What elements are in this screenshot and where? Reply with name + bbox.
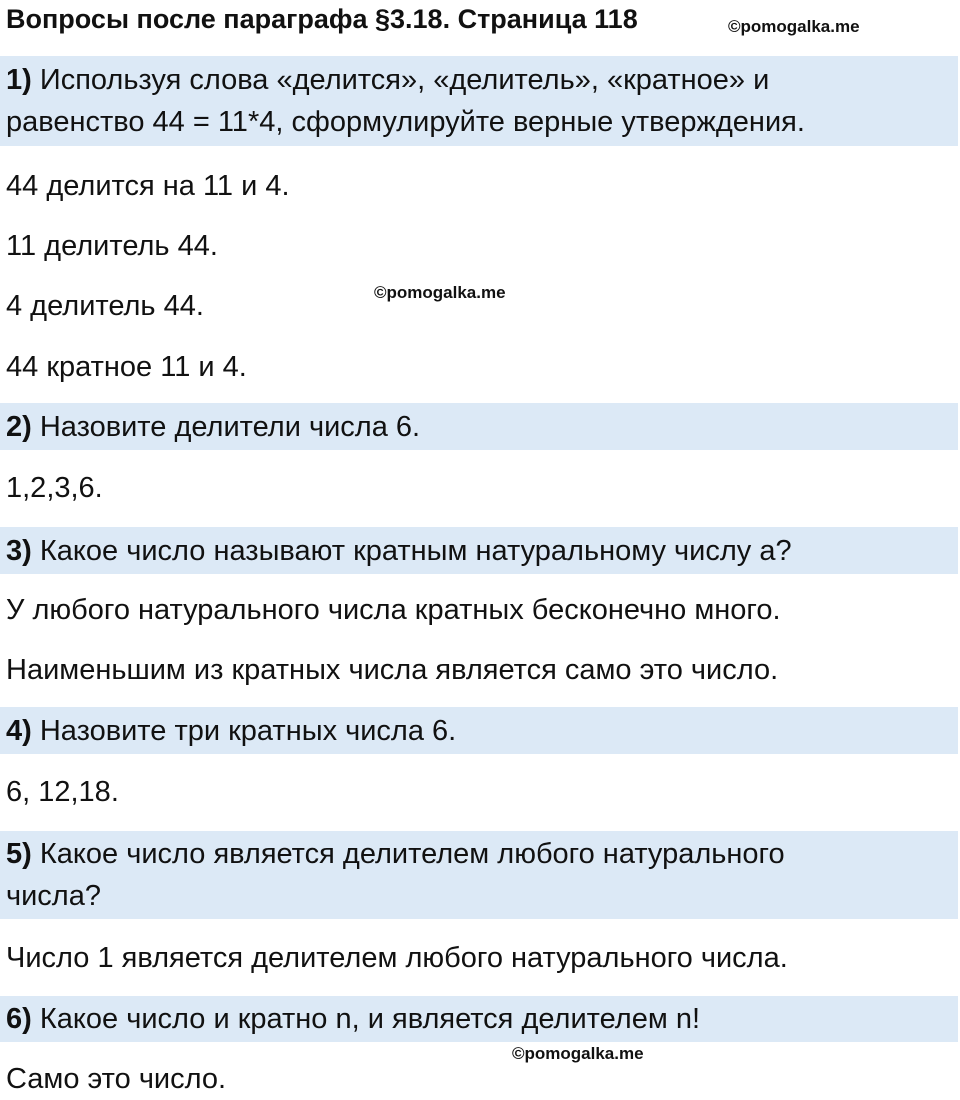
answer-line: 6, 12,18. [6,776,119,808]
question-number: 2) [6,411,32,443]
answer-line: Число 1 является делителем любого натурального числа. [6,942,788,974]
question-6 [0,996,958,1042]
answer-line: 4 делитель 44. [6,290,204,322]
answer-line: У любого натурального числа кратных бесконечно много. [6,594,781,626]
question-text: Назовите делители числа 6. [39,411,421,443]
question-text: Какое число и кратно n, и является делителем n! [39,1003,701,1035]
answer-line: Само это число. [6,1063,227,1095]
question-2 [0,403,958,450]
answer-line: 44 делится на 11 и 4. [6,170,290,202]
question-3 [0,527,958,574]
answer-line: 11 делитель 44. [6,230,218,262]
question-number: 4) [6,715,32,747]
question-text: равенство 44 = 11*4, сформулируйте верные утверждения. [6,106,805,138]
answer-line: 1,2,3,6. [6,472,103,504]
question-text: числа? [6,880,101,912]
question-4 [0,707,958,754]
question-number: 1) [6,64,32,96]
answer-line: 44 кратное 11 и 4. [6,351,247,383]
question-number: 5) [6,838,32,870]
question-text: Какое число называют кратным натуральному числу a? [39,535,792,567]
question-text: Используя слова «делится», «делитель», «кратное» и [39,64,770,96]
question-text: Какое число является делителем любого натурального [39,838,785,870]
question-number: 6) [6,1003,32,1035]
watermark-top: ©pomogalka.me [728,17,860,36]
question-text: Назовите три кратных числа 6. [39,715,457,747]
question-number: 3) [6,535,32,567]
question-5 [0,831,958,919]
page-title: Вопросы после параграфа §3.18. Страница 118 [6,4,638,34]
question-1 [0,56,958,146]
answer-line: Наименьшим из кратных числа является само это число. [6,654,779,686]
watermark-bottom: ©pomogalka.me [512,1044,644,1063]
watermark-middle: ©pomogalka.me [374,283,506,302]
